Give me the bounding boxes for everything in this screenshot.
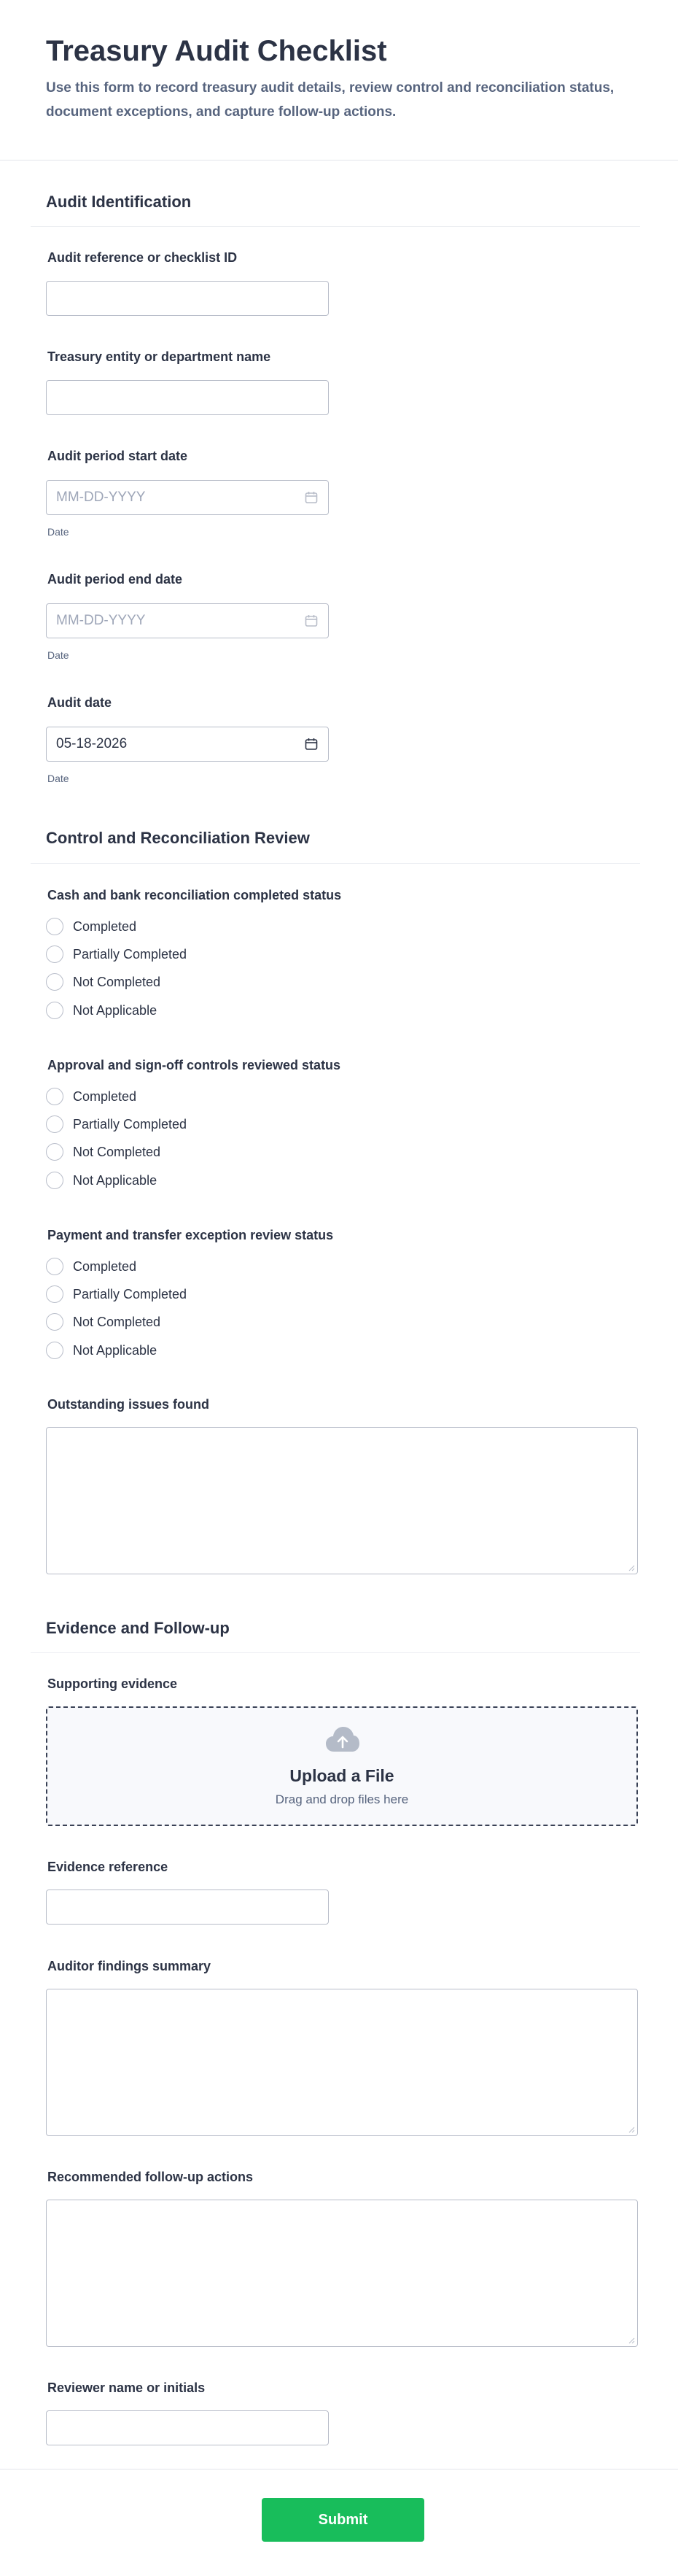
- section-title-evidence: Evidence and Follow-up: [46, 1619, 230, 1637]
- section-divider: [31, 226, 640, 227]
- radio-button[interactable]: [46, 1258, 63, 1275]
- supporting-label: Supporting evidence: [47, 1676, 178, 1691]
- radio-label: Completed: [73, 1089, 137, 1104]
- radio-label: Partially Completed: [73, 947, 187, 962]
- radio-button[interactable]: [46, 1342, 63, 1359]
- audit-ref-input[interactable]: [46, 281, 329, 316]
- radio-button[interactable]: [46, 1172, 63, 1189]
- start-date-placeholder: MM-DD-YYYY: [56, 490, 146, 505]
- findings-label: Auditor findings summary: [47, 1959, 211, 1973]
- section-title-identification: Audit Identification: [46, 193, 192, 211]
- cash-recon-label: Cash and bank reconciliation completed status: [47, 888, 342, 902]
- form-footer: [0, 2469, 678, 2576]
- radio-label: Completed: [73, 919, 137, 934]
- start-date-input[interactable]: [46, 480, 329, 515]
- calendar-icon[interactable]: [305, 738, 318, 751]
- radio-label: Not Applicable: [73, 1003, 157, 1018]
- radio-button[interactable]: [46, 1285, 63, 1303]
- outstanding-textarea[interactable]: [46, 1427, 638, 1574]
- radio-button[interactable]: [46, 1088, 63, 1105]
- audit-date-input[interactable]: [46, 727, 329, 762]
- submit-button[interactable]: Submit: [262, 2498, 424, 2542]
- radio-button[interactable]: [46, 973, 63, 991]
- cloud-upload-icon: [324, 1725, 361, 1755]
- start-date-label: Audit period start date: [47, 449, 188, 463]
- end-date-placeholder: MM-DD-YYYY: [56, 613, 146, 628]
- radio-label: Not Applicable: [73, 1343, 157, 1358]
- calendar-icon[interactable]: [305, 491, 318, 504]
- entity-input[interactable]: [46, 380, 329, 415]
- radio-label: Partially Completed: [73, 1287, 187, 1301]
- resize-grip-icon[interactable]: [628, 1564, 635, 1571]
- radio-button[interactable]: [46, 918, 63, 935]
- resize-grip-icon[interactable]: [628, 2337, 635, 2344]
- file-upload-dropzone[interactable]: [46, 1706, 638, 1826]
- radio-label: Not Completed: [73, 1145, 161, 1159]
- reviewer-label: Reviewer name or initials: [47, 2380, 206, 2395]
- radio-label: Not Applicable: [73, 1173, 157, 1188]
- end-date-label: Audit period end date: [47, 572, 183, 587]
- end-date-input[interactable]: [46, 603, 329, 638]
- start-date-sublabel: Date: [47, 526, 69, 538]
- section-divider: [31, 863, 640, 864]
- radio-button[interactable]: [46, 1002, 63, 1019]
- resize-grip-icon[interactable]: [628, 2126, 635, 2133]
- evidence-ref-input[interactable]: [46, 1890, 329, 1925]
- followup-label: Recommended follow-up actions: [47, 2170, 254, 2184]
- radio-label: Not Completed: [73, 1315, 161, 1329]
- section-divider: [31, 1652, 640, 1653]
- radio-label: Partially Completed: [73, 1117, 187, 1132]
- radio-button[interactable]: [46, 1313, 63, 1331]
- outstanding-label: Outstanding issues found: [47, 1397, 210, 1412]
- form-description: Use this form to record treasury audit details, review control and reconciliation status, document exceptions, and capture follow-up actions.: [46, 80, 615, 120]
- evidence-ref-label: Evidence reference: [47, 1860, 168, 1874]
- followup-textarea[interactable]: [46, 2200, 638, 2347]
- radio-button[interactable]: [46, 945, 63, 963]
- audit-date-value: 05-18-2026: [56, 736, 128, 751]
- payment-label: Payment and transfer exception review status: [47, 1228, 334, 1242]
- audit-ref-label: Audit reference or checklist ID: [47, 250, 238, 265]
- approval-label: Approval and sign-off controls reviewed status: [47, 1058, 341, 1072]
- form-title: Treasury Audit Checklist: [46, 35, 387, 67]
- findings-textarea[interactable]: [46, 1989, 638, 2136]
- form-header: [0, 0, 678, 160]
- upload-title: Upload a File: [289, 1766, 394, 1785]
- radio-label: Completed: [73, 1259, 137, 1274]
- radio-label: Not Completed: [73, 975, 161, 989]
- reviewer-input[interactable]: [46, 2410, 329, 2445]
- entity-label: Treasury entity or department name: [47, 349, 271, 364]
- upload-subtitle: Drag and drop files here: [275, 1792, 409, 1806]
- radio-button[interactable]: [46, 1115, 63, 1133]
- radio-button[interactable]: [46, 1143, 63, 1161]
- end-date-sublabel: Date: [47, 649, 69, 661]
- section-title-control: Control and Reconciliation Review: [46, 829, 310, 847]
- audit-date-label: Audit date: [47, 695, 112, 710]
- calendar-icon[interactable]: [305, 614, 318, 627]
- audit-date-sublabel: Date: [47, 773, 69, 784]
